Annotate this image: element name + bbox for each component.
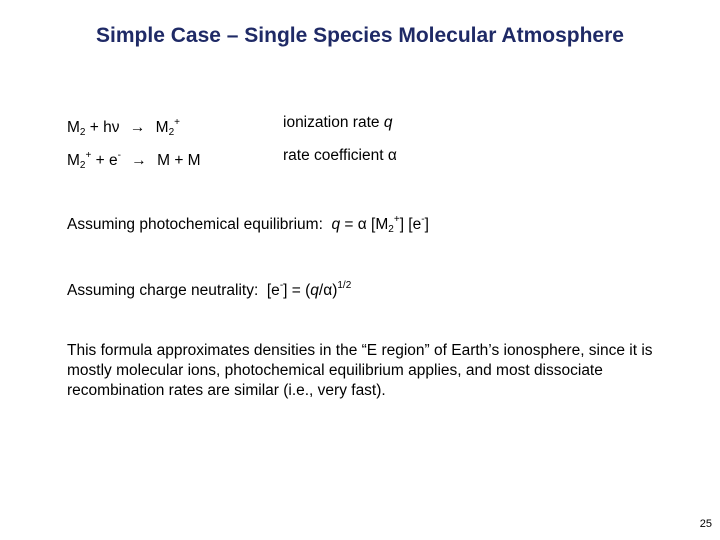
plus-sign: + [95, 152, 105, 169]
explanation-paragraph: This formula approximates densities in the “E region” of Earth’s ionosphere, since it is mostly molecular ions, photochemical equilibrium applies, and most dissociate recombination rates are similar (i.e., very fast). [67, 342, 653, 399]
reaction-2-label [283, 146, 397, 166]
close-paren: ) [332, 282, 338, 299]
bracket-text: [M [366, 216, 389, 233]
equilibrium-statement [67, 210, 429, 240]
plus-sign: + [89, 119, 99, 136]
variable-q: q [383, 114, 393, 131]
superscript: - [117, 150, 121, 161]
variable-alpha: α [323, 282, 333, 299]
product: M [155, 119, 169, 136]
equilibrium-prefix: Assuming photochemical equilibrium: [67, 216, 332, 233]
reaction-1-label [283, 113, 392, 133]
label-text: ionization rate [283, 114, 384, 131]
variable-alpha: α [387, 147, 397, 164]
superscript: - [421, 214, 425, 225]
variable-q: q [310, 282, 319, 299]
photon: hν [103, 119, 120, 136]
superscript: + [174, 117, 180, 128]
subscript: 2 [168, 127, 175, 138]
neutrality-prefix: Assuming charge neutrality: [e [67, 282, 280, 299]
slash: / [318, 282, 324, 299]
exponent: 1/2 [337, 280, 352, 291]
reaction-2-equation [67, 146, 201, 176]
bracket-text: ] [e [399, 216, 422, 233]
variable-q: q [331, 216, 341, 233]
subscript: 2 [79, 160, 86, 171]
reactant: M [67, 119, 80, 136]
page-number: 25 [699, 518, 712, 530]
bracket-text: ] [424, 216, 429, 233]
equals-text: ] = ( [283, 282, 311, 299]
label-text: rate coefficient [283, 147, 388, 164]
reactant: M [67, 152, 80, 169]
superscript: + [393, 214, 400, 225]
superscript: + [85, 150, 92, 161]
subscript: 2 [79, 127, 86, 138]
superscript: - [279, 280, 284, 291]
slide-title: Simple Case – Single Species Molecular Atmosphere [96, 24, 624, 47]
reaction-1-equation [67, 113, 180, 143]
right-arrow-icon: → [129, 119, 146, 136]
subscript: 2 [388, 224, 394, 235]
neutrality-statement [67, 276, 351, 301]
variable-alpha: α [357, 216, 367, 233]
equals-sign: = [340, 216, 358, 233]
electron: e [109, 152, 118, 169]
product: M + M [157, 152, 201, 169]
right-arrow-icon: → [131, 152, 147, 169]
